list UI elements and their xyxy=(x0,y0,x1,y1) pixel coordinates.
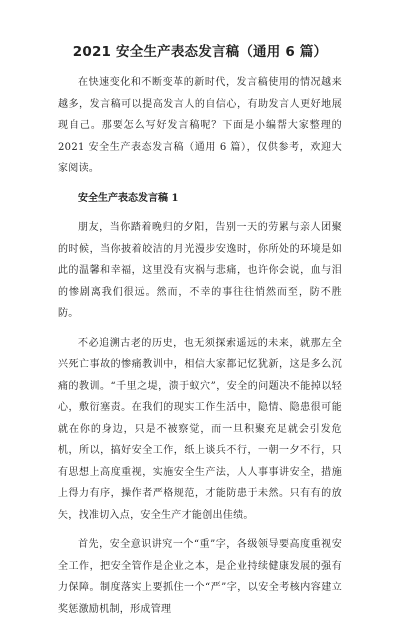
body-paragraph-1: 朋友，当你踏着晚归的夕阳，告别一天的劳累与亲人团聚的时候，当你披着皎洁的月光漫步安逸时，你所处的环境是如此的温馨和幸福，这里没有灾祸与悲痛，也许你会说，血与泪的惨剧离我们很远。然而，不幸的事往往悄然而至，防不胜防。 xyxy=(58,222,342,319)
body-paragraph-2: 不必追溯古老的历史，也无须探索遥远的未来，就那左全兴死亡事故的惨痛教训中，相信大家都记忆犹新，这是多么沉痛的教训。“千里之堤，溃于蚁穴”，安全的问题决不能掉以轻心，敷衍塞责。在我们的现实工作生活中，隐情、隐患很可能就在你的身边，只是不被察觉，而一旦积聚充足就会引发危机，所以，搞好安全工作，纸上谈兵不行，一朝一夕不行，只有思想上高度重视，实施安全生产法，人人事事讲安全，措施上得力有序，操作者严格规范，才能防患于未然。只有有的放矢，找准切入点，安全生产才能创出佳绩。 xyxy=(58,337,342,521)
section-heading: 安全生产表态发言稿 1 xyxy=(78,192,179,204)
intro-paragraph: 在快速变化和不断变革的新时代，发言稿使用的情况越来越多，发言稿可以提高发言人的自信心，有助发言人更好地展现自己。那要怎么写好发言稿呢？下面是小编帮大家整理的 2021 安全生产表态发言稿（通用 6 篇），仅供参考，欢迎大家阅读。 xyxy=(58,77,342,174)
body-paragraph-3: 首先，安全意识讲究一个“重”字，各级领导要高度重视安全工作，把安全管作是企业之本，是企业持续健康发展的强有力保障。制度落实上要抓住一个“严”字，以安全考核内容建立奖惩激励机制，形成管理 xyxy=(58,539,342,615)
document-title: 2021 安全生产表态发言稿（通用 6 篇） xyxy=(72,44,328,60)
